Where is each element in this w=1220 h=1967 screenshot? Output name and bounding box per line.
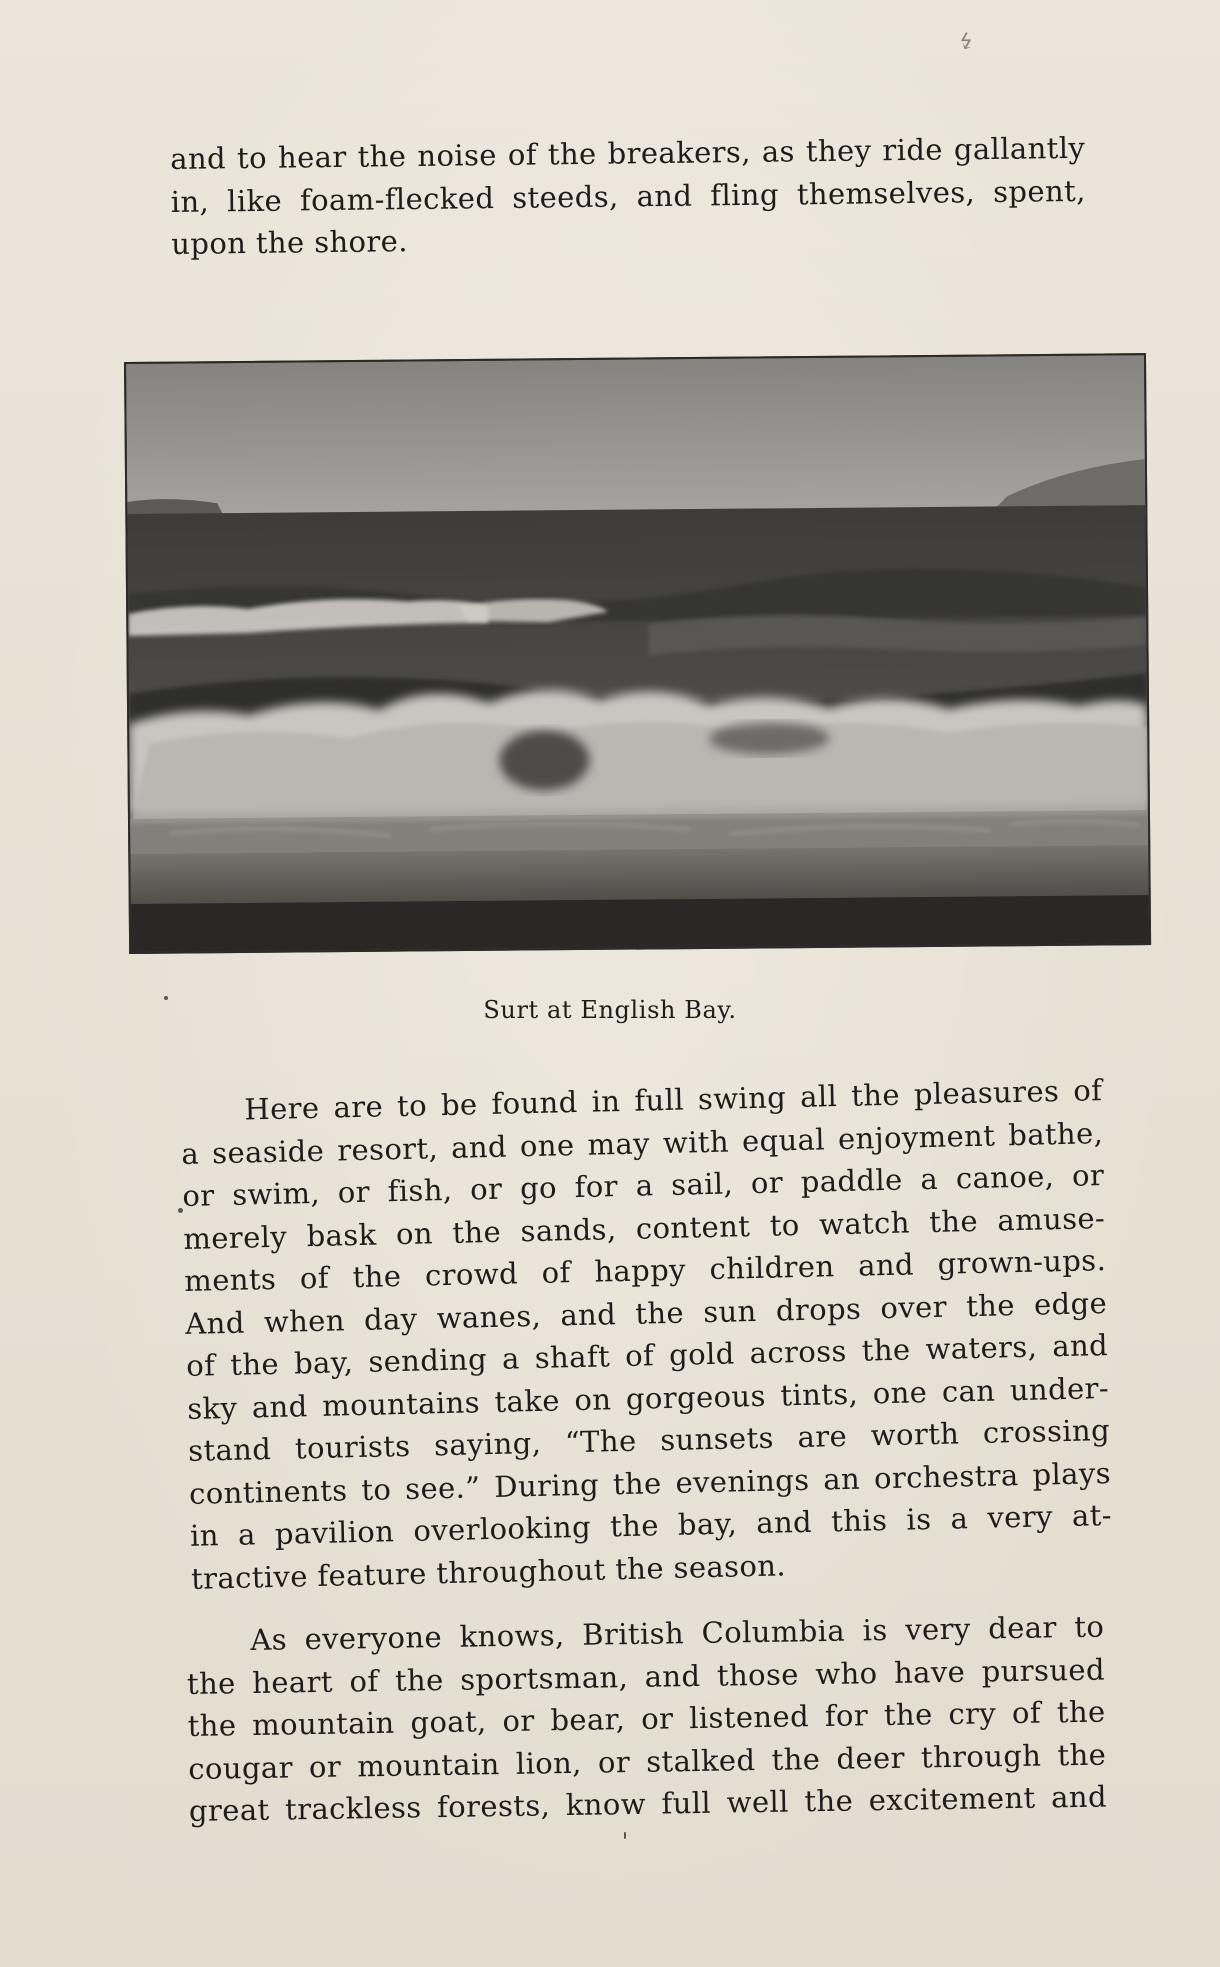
- text-line: the mountain goat, or bear, or listened for the cry of the: [187, 1694, 1106, 1743]
- pencil-mark: ↯: [952, 27, 979, 58]
- text-line: upon the shore.: [171, 224, 409, 261]
- body-paragraph: [180, 1069, 1113, 1600]
- text-line: cougar or mountain lion, or stalked the deer through the: [188, 1737, 1107, 1786]
- text-line: sky and mountains take on gorgeous tints, one can under-: [186, 1370, 1110, 1426]
- text-line: in, like foam-flecked steeds, and fling themselves, spent,: [170, 173, 1086, 219]
- surf-photograph: [124, 353, 1151, 954]
- surf-photo-illustration: [126, 355, 1149, 952]
- body-paragraph: [186, 1606, 1107, 1833]
- photo-caption: Surt at English Bay.: [483, 996, 737, 1024]
- text-line: and to hear the noise of the breakers, as they ride gallantly: [170, 130, 1086, 176]
- text-line: As everyone knows, British Columbia is very dear to: [250, 1609, 1105, 1657]
- text-line: merely bask on the sands, content to watch the amuse-: [182, 1200, 1106, 1256]
- ink-speck: [624, 1832, 626, 1839]
- text-line: a seaside resort, and one may with equal enjoyment bathe,: [181, 1115, 1104, 1171]
- text-line: And when day wanes, and the sun drops over the edge: [184, 1285, 1108, 1341]
- text-line: Here are to be found in full swing all the pleasures of: [244, 1073, 1103, 1127]
- text-line: in a pavilion overlooking the bay, and this is a very at-: [189, 1497, 1113, 1553]
- text-line: of the bay, sending a shaft of gold across the waters, and: [185, 1328, 1109, 1383]
- text-line: or swim, or fish, or go for a sail, or paddle a canoe, or: [182, 1158, 1105, 1213]
- text-line: the heart of the sportsman, and those who have pursued: [186, 1652, 1106, 1701]
- text-line: great trackless forests, know full well the excitement and: [188, 1779, 1108, 1828]
- text-line: continents to see.” During the evenings an orchestra plays: [188, 1455, 1112, 1511]
- text-line: stand tourists saying, “The sunsets are worth crossing: [187, 1412, 1111, 1468]
- text-line: tractive feature throughout the season.: [190, 1547, 787, 1596]
- text-line: ments of the crowd of happy children and grown-ups.: [183, 1243, 1107, 1298]
- ink-speck: [164, 996, 168, 1000]
- intro-paragraph: [170, 127, 1086, 266]
